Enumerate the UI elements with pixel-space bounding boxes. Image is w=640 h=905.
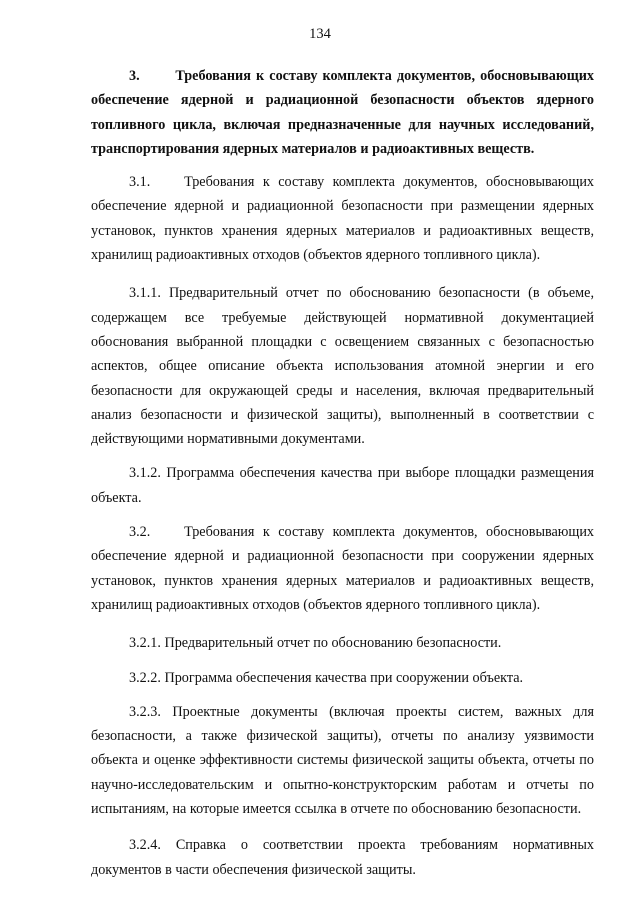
section-3-1-2-paragraph: 3.1.2. Программа обеспечения качества при выборе площадки размещения объекта. bbox=[91, 465, 594, 506]
section-3-heading: 3. Требования к составу комплекта документов, обосновывающих обеспечение ядерной и радиационной безопасности объектов ядерного топливного цикла, включая предназначенные для научных исследований, транспортирования ядерных материалов и радиоактивных веществ. bbox=[91, 68, 594, 157]
section-3-2-paragraph: 3.2. Требования к составу комплекта документов, обосновывающих обеспечение ядерной и радиационной безопасности при сооружении ядерных установок, пунктов хранения ядерных материалов и радиоактивных веществ, хранилищ радиоактивных отходов (объектов ядерного топливного цикла). bbox=[91, 524, 594, 613]
section-3-2-4-paragraph: 3.2.4. Справка о соответствии проекта требованиям нормативных документов в части обеспечения физической защиты. bbox=[91, 837, 594, 878]
section-3-1-1-paragraph: 3.1.1. Предварительный отчет по обоснованию безопасности (в объеме, содержащем все требуемые действующей нормативной документацией обоснования выбранной площадки с освещением связанных с безопасностью аспектов, общее описание объекта использования атомной энергии и его безопасности для окружающей среды и населения, включая предварительный анализ безопасности и физической защиты), выполненный в соответствии с действующими нормативными документами. bbox=[91, 285, 594, 448]
document-body bbox=[91, 64, 594, 882]
section-3-2-1-paragraph: 3.2.1. Предварительный отчет по обоснованию безопасности. bbox=[129, 635, 502, 652]
page-number: 134 bbox=[309, 26, 331, 42]
section-3-2-2-paragraph: 3.2.2. Программа обеспечения качества при сооружении объекта. bbox=[129, 669, 524, 686]
section-3-2-3-paragraph: 3.2.3. Проектные документы (включая проекты систем, важных для безопасности, а также физической защиты), отчеты по анализу уязвимости объекта и оценке эффективности системы физической защиты объекта, отчеты по научно-исследовательским и опытно-конструкторским работам и отчеты по испытаниям, на которые имеется ссылка в отчете по обоснованию безопасности. bbox=[91, 703, 594, 818]
section-3-1-paragraph: 3.1. Требования к составу комплекта документов, обосновывающих обеспечение ядерной и радиационной безопасности при размещении ядерных установок, пунктов хранения ядерных материалов и радиоактивных веществ, хранилищ радиоактивных отходов (объектов ядерного топливного цикла). bbox=[91, 174, 594, 264]
